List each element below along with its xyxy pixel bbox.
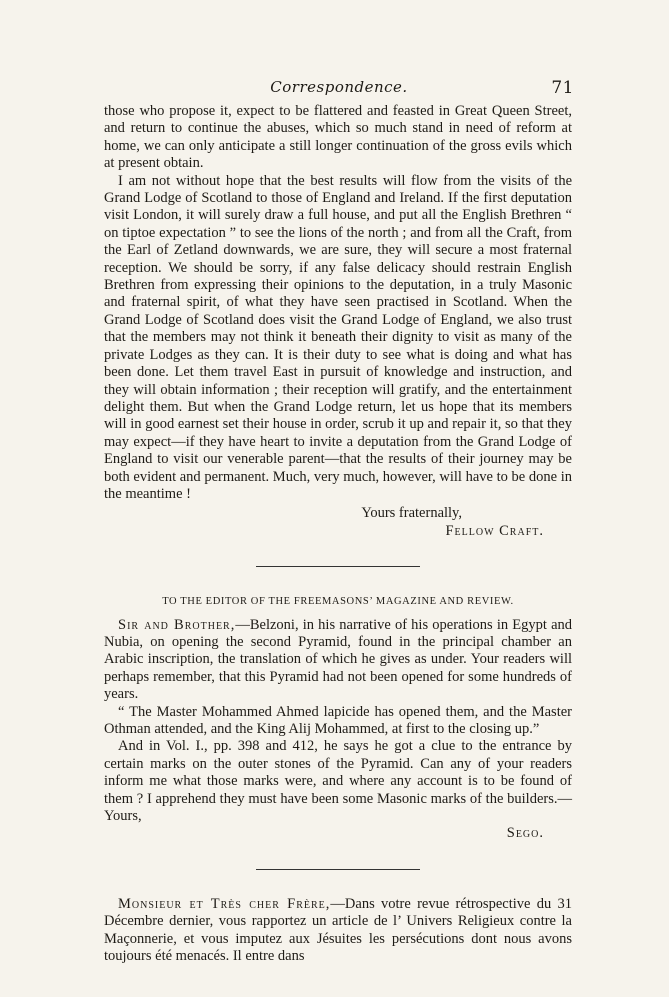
letter2-paragraph-1: [104, 617, 572, 704]
letter2-text: —Belzoni, in his narrative of his operations in Egypt and Nubia, on opening the second Pyramid, found in the principal chamber an Arabic inscription, the translation of which he gives as under. Your readers will perhaps remember, that this Pyramid had not been opened for some hundreds of years.: [104, 616, 573, 703]
letter2-salutation: Sir and Brother,: [118, 616, 236, 633]
letter1-signature: Fellow Craft.: [445, 522, 544, 539]
letter1-closing: Yours fraternally,: [361, 505, 462, 522]
letter2-heading: TO THE EDITOR OF THE FREEMASONS’ MAGAZINE AND REVIEW.: [162, 596, 514, 608]
divider-rule: [256, 869, 420, 870]
letter3-salutation: Monsieur et Très cher Frère,: [118, 895, 331, 912]
letter3-paragraph-1: [104, 896, 572, 966]
page-body: [104, 103, 572, 965]
letter3-text: —Dans votre revue rétrospective du 31 Décembre dernier, vous rapportez un article de l’ Univers Religieux contre la Maçonnerie, et vous imputez aux Jésuites les persécutions dont nous avons toujours été menacés. Il entre dans: [104, 895, 572, 965]
letter1-paragraph-2: I am not without hope that the best results will flow from the visits of the Grand Lodge of Scotland to those of England and Ireland. If the first deputation visit London, it will surely draw a full house, and put all the English Brethren “ on tiptoe expectation ” to see the lions of the north ; and from all the Craft, from the Earl of Zetland downwards, we are sure, they will secure a most fraternal reception. We should be sorry, if any false delicacy should restrain English Brethren from expressing their opinions to the deputation, in a truly Masonic and fraternal spirit, of what they have seen practised in Scotland. When the Grand Lodge of Scotland does visit the Grand Lodge of England, we also trust that the members may not think it beneath their dignity to visit as many of the private Lodges as they can. It is their duty to see what is doing and what has been done. Let them travel East in pursuit of knowledge and instruction, and they will obtain information ; their reception will gratify, and the entertainment delight them. But when the Grand Lodge return, let us hope that its members will in good earnest set their house in order, scrub it up and repair it, so that they may expect—if they have heart to invite a deputation from the Grand Lodge of England to visit our venerable parent—that the results of their journey may be both evident and permanent. Much, very much, however, will have to be done in the meantime !: [104, 172, 572, 502]
page-number: 71: [551, 78, 574, 98]
divider-rule: [256, 566, 420, 567]
letter2-signature: Sego.: [506, 825, 544, 842]
letter2-paragraph-2: And in Vol. I., pp. 398 and 412, he says he got a clue to the entrance by certain marks on the outer stones of the Pyramid. Can any of your readers inform me what those marks were, and where any account is to be found of them ? I apprehend they must have been some Masonic marks of the builders.—Yours,: [104, 738, 572, 825]
letter1-paragraph-1: those who propose it, expect to be flattered and feasted in Great Queen Street, and return to continue the abuses, which so much stand in need of reform at home, we can only anticipate a still longer continuation of the gross evils which at present obtain.: [104, 103, 572, 172]
letter2-quote: “ The Master Mohammed Ahmed lapicide has opened them, and the Master Othman attended, and the King Alij Mohammed, at first to the closing up.”: [104, 703, 572, 737]
section-title: Correspondence.: [270, 78, 408, 96]
